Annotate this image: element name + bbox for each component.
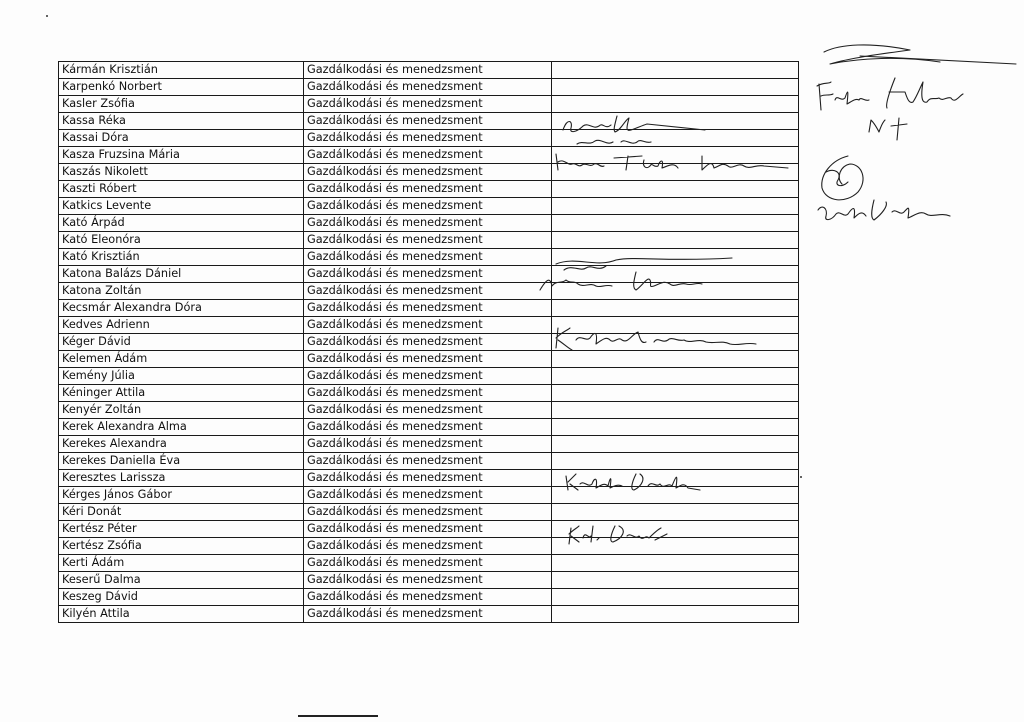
table-row — [59, 249, 799, 266]
program-cell: Gazdálkodási és menedzsment — [304, 249, 552, 266]
signature-cell — [552, 436, 799, 453]
program-cell: Gazdálkodási és menedzsment — [304, 62, 552, 79]
handwritten-signature-icon — [812, 150, 972, 230]
table-row — [59, 487, 799, 504]
table-row — [59, 232, 799, 249]
program-cell: Gazdálkodási és menedzsment — [304, 351, 552, 368]
table-row — [59, 317, 799, 334]
student-name-cell: Kecsmár Alexandra Dóra — [59, 300, 304, 317]
signature-cell — [552, 249, 799, 266]
student-name-cell: Kertész Péter — [59, 521, 304, 538]
program-cell: Gazdálkodási és menedzsment — [304, 147, 552, 164]
signature-cell — [552, 334, 799, 351]
program-cell: Gazdálkodási és menedzsment — [304, 402, 552, 419]
program-cell: Gazdálkodási és menedzsment — [304, 470, 552, 487]
program-cell: Gazdálkodási és menedzsment — [304, 606, 552, 623]
table-row — [59, 470, 799, 487]
signature-cell — [552, 402, 799, 419]
table-row — [59, 181, 799, 198]
table-row — [59, 521, 799, 538]
table-row — [59, 113, 799, 130]
table-row — [59, 419, 799, 436]
program-cell: Gazdálkodási és menedzsment — [304, 504, 552, 521]
signature-cell — [552, 538, 799, 555]
program-cell: Gazdálkodási és menedzsment — [304, 521, 552, 538]
attendance-table — [58, 61, 799, 623]
student-name-cell: Kéninger Attila — [59, 385, 304, 402]
table-row — [59, 368, 799, 385]
program-cell: Gazdálkodási és menedzsment — [304, 487, 552, 504]
program-cell: Gazdálkodási és menedzsment — [304, 232, 552, 249]
table-row — [59, 215, 799, 232]
program-cell: Gazdálkodási és menedzsment — [304, 96, 552, 113]
program-cell: Gazdálkodási és menedzsment — [304, 283, 552, 300]
program-cell: Gazdálkodási és menedzsment — [304, 436, 552, 453]
table-row — [59, 266, 799, 283]
table-row — [59, 606, 799, 623]
signature-cell — [552, 215, 799, 232]
student-name-cell: Kerekes Alexandra — [59, 436, 304, 453]
signature-cell — [552, 147, 799, 164]
table-row — [59, 334, 799, 351]
program-cell: Gazdálkodási és menedzsment — [304, 555, 552, 572]
program-cell: Gazdálkodási és menedzsment — [304, 164, 552, 181]
signature-cell — [552, 606, 799, 623]
signature-cell — [552, 266, 799, 283]
student-name-cell: Kelemen Ádám — [59, 351, 304, 368]
student-name-cell: Katkics Levente — [59, 198, 304, 215]
program-cell: Gazdálkodási és menedzsment — [304, 79, 552, 96]
attendance-table-body — [59, 62, 799, 623]
program-cell: Gazdálkodási és menedzsment — [304, 334, 552, 351]
handwritten-signature-icon — [820, 38, 1020, 80]
student-name-cell: Kedves Adrienn — [59, 317, 304, 334]
student-name-cell: Keszeg Dávid — [59, 589, 304, 606]
student-name-cell: Keresztes Larissza — [59, 470, 304, 487]
student-name-cell: Kenyér Zoltán — [59, 402, 304, 419]
signature-cell — [552, 113, 799, 130]
student-name-cell: Kerekes Daniella Éva — [59, 453, 304, 470]
table-row — [59, 164, 799, 181]
program-cell: Gazdálkodási és menedzsment — [304, 181, 552, 198]
signature-cell — [552, 79, 799, 96]
signature-cell — [552, 572, 799, 589]
student-name-cell: Kassai Dóra — [59, 130, 304, 147]
table-row — [59, 589, 799, 606]
program-cell: Gazdálkodási és menedzsment — [304, 266, 552, 283]
program-cell: Gazdálkodási és menedzsment — [304, 215, 552, 232]
student-name-cell: Kassa Réka — [59, 113, 304, 130]
student-name-cell: Katona Zoltán — [59, 283, 304, 300]
student-name-cell: Kemény Júlia — [59, 368, 304, 385]
signature-cell — [552, 487, 799, 504]
program-cell: Gazdálkodási és menedzsment — [304, 538, 552, 555]
student-name-cell: Kató Árpád — [59, 215, 304, 232]
signature-cell — [552, 96, 799, 113]
signature-cell — [552, 198, 799, 215]
student-name-cell: Kármán Krisztián — [59, 62, 304, 79]
student-name-cell: Katona Balázs Dániel — [59, 266, 304, 283]
program-cell: Gazdálkodási és menedzsment — [304, 317, 552, 334]
signature-cell — [552, 453, 799, 470]
program-cell: Gazdálkodási és menedzsment — [304, 130, 552, 147]
student-name-cell: Kéri Donát — [59, 504, 304, 521]
table-row — [59, 283, 799, 300]
signature-cell — [552, 419, 799, 436]
signature-cell — [552, 232, 799, 249]
student-name-cell: Kaszti Róbert — [59, 181, 304, 198]
table-row — [59, 572, 799, 589]
table-row — [59, 96, 799, 113]
scan-speck — [46, 15, 48, 17]
student-name-cell: Kató Eleonóra — [59, 232, 304, 249]
student-name-cell: Karpenkó Norbert — [59, 79, 304, 96]
signature-cell — [552, 283, 799, 300]
program-cell: Gazdálkodási és menedzsment — [304, 368, 552, 385]
table-row — [59, 351, 799, 368]
signature-cell — [552, 351, 799, 368]
table-row — [59, 198, 799, 215]
student-name-cell: Kasler Zsófia — [59, 96, 304, 113]
signature-cell — [552, 555, 799, 572]
table-row — [59, 147, 799, 164]
program-cell: Gazdálkodási és menedzsment — [304, 300, 552, 317]
signature-cell — [552, 504, 799, 521]
student-name-cell: Kerek Alexandra Alma — [59, 419, 304, 436]
signature-cell — [552, 385, 799, 402]
program-cell: Gazdálkodási és menedzsment — [304, 453, 552, 470]
student-name-cell: Kaszás Nikolett — [59, 164, 304, 181]
table-row — [59, 385, 799, 402]
signature-cell — [552, 164, 799, 181]
signature-cell — [552, 181, 799, 198]
scan-speck — [800, 476, 802, 478]
table-row — [59, 504, 799, 521]
scan-edge-mark — [298, 715, 378, 717]
signature-cell — [552, 317, 799, 334]
student-name-cell: Kérges János Gábor — [59, 487, 304, 504]
handwritten-signature-icon — [815, 74, 975, 144]
student-name-cell: Kertész Zsófia — [59, 538, 304, 555]
table-row — [59, 436, 799, 453]
student-name-cell: Kilyén Attila — [59, 606, 304, 623]
signature-cell — [552, 300, 799, 317]
student-name-cell: Keserű Dalma — [59, 572, 304, 589]
program-cell: Gazdálkodási és menedzsment — [304, 572, 552, 589]
student-name-cell: Kerti Ádám — [59, 555, 304, 572]
signature-cell — [552, 521, 799, 538]
signature-cell — [552, 62, 799, 79]
table-row — [59, 130, 799, 147]
table-row — [59, 453, 799, 470]
signature-cell — [552, 470, 799, 487]
table-row — [59, 79, 799, 96]
program-cell: Gazdálkodási és menedzsment — [304, 589, 552, 606]
signature-cell — [552, 589, 799, 606]
student-name-cell: Kasza Fruzsina Mária — [59, 147, 304, 164]
program-cell: Gazdálkodási és menedzsment — [304, 419, 552, 436]
signature-cell — [552, 130, 799, 147]
program-cell: Gazdálkodási és menedzsment — [304, 113, 552, 130]
program-cell: Gazdálkodási és menedzsment — [304, 385, 552, 402]
program-cell: Gazdálkodási és menedzsment — [304, 198, 552, 215]
table-row — [59, 555, 799, 572]
table-row — [59, 300, 799, 317]
student-name-cell: Kató Krisztián — [59, 249, 304, 266]
table-row — [59, 402, 799, 419]
table-row — [59, 62, 799, 79]
student-name-cell: Kéger Dávid — [59, 334, 304, 351]
table-row — [59, 538, 799, 555]
signature-cell — [552, 368, 799, 385]
